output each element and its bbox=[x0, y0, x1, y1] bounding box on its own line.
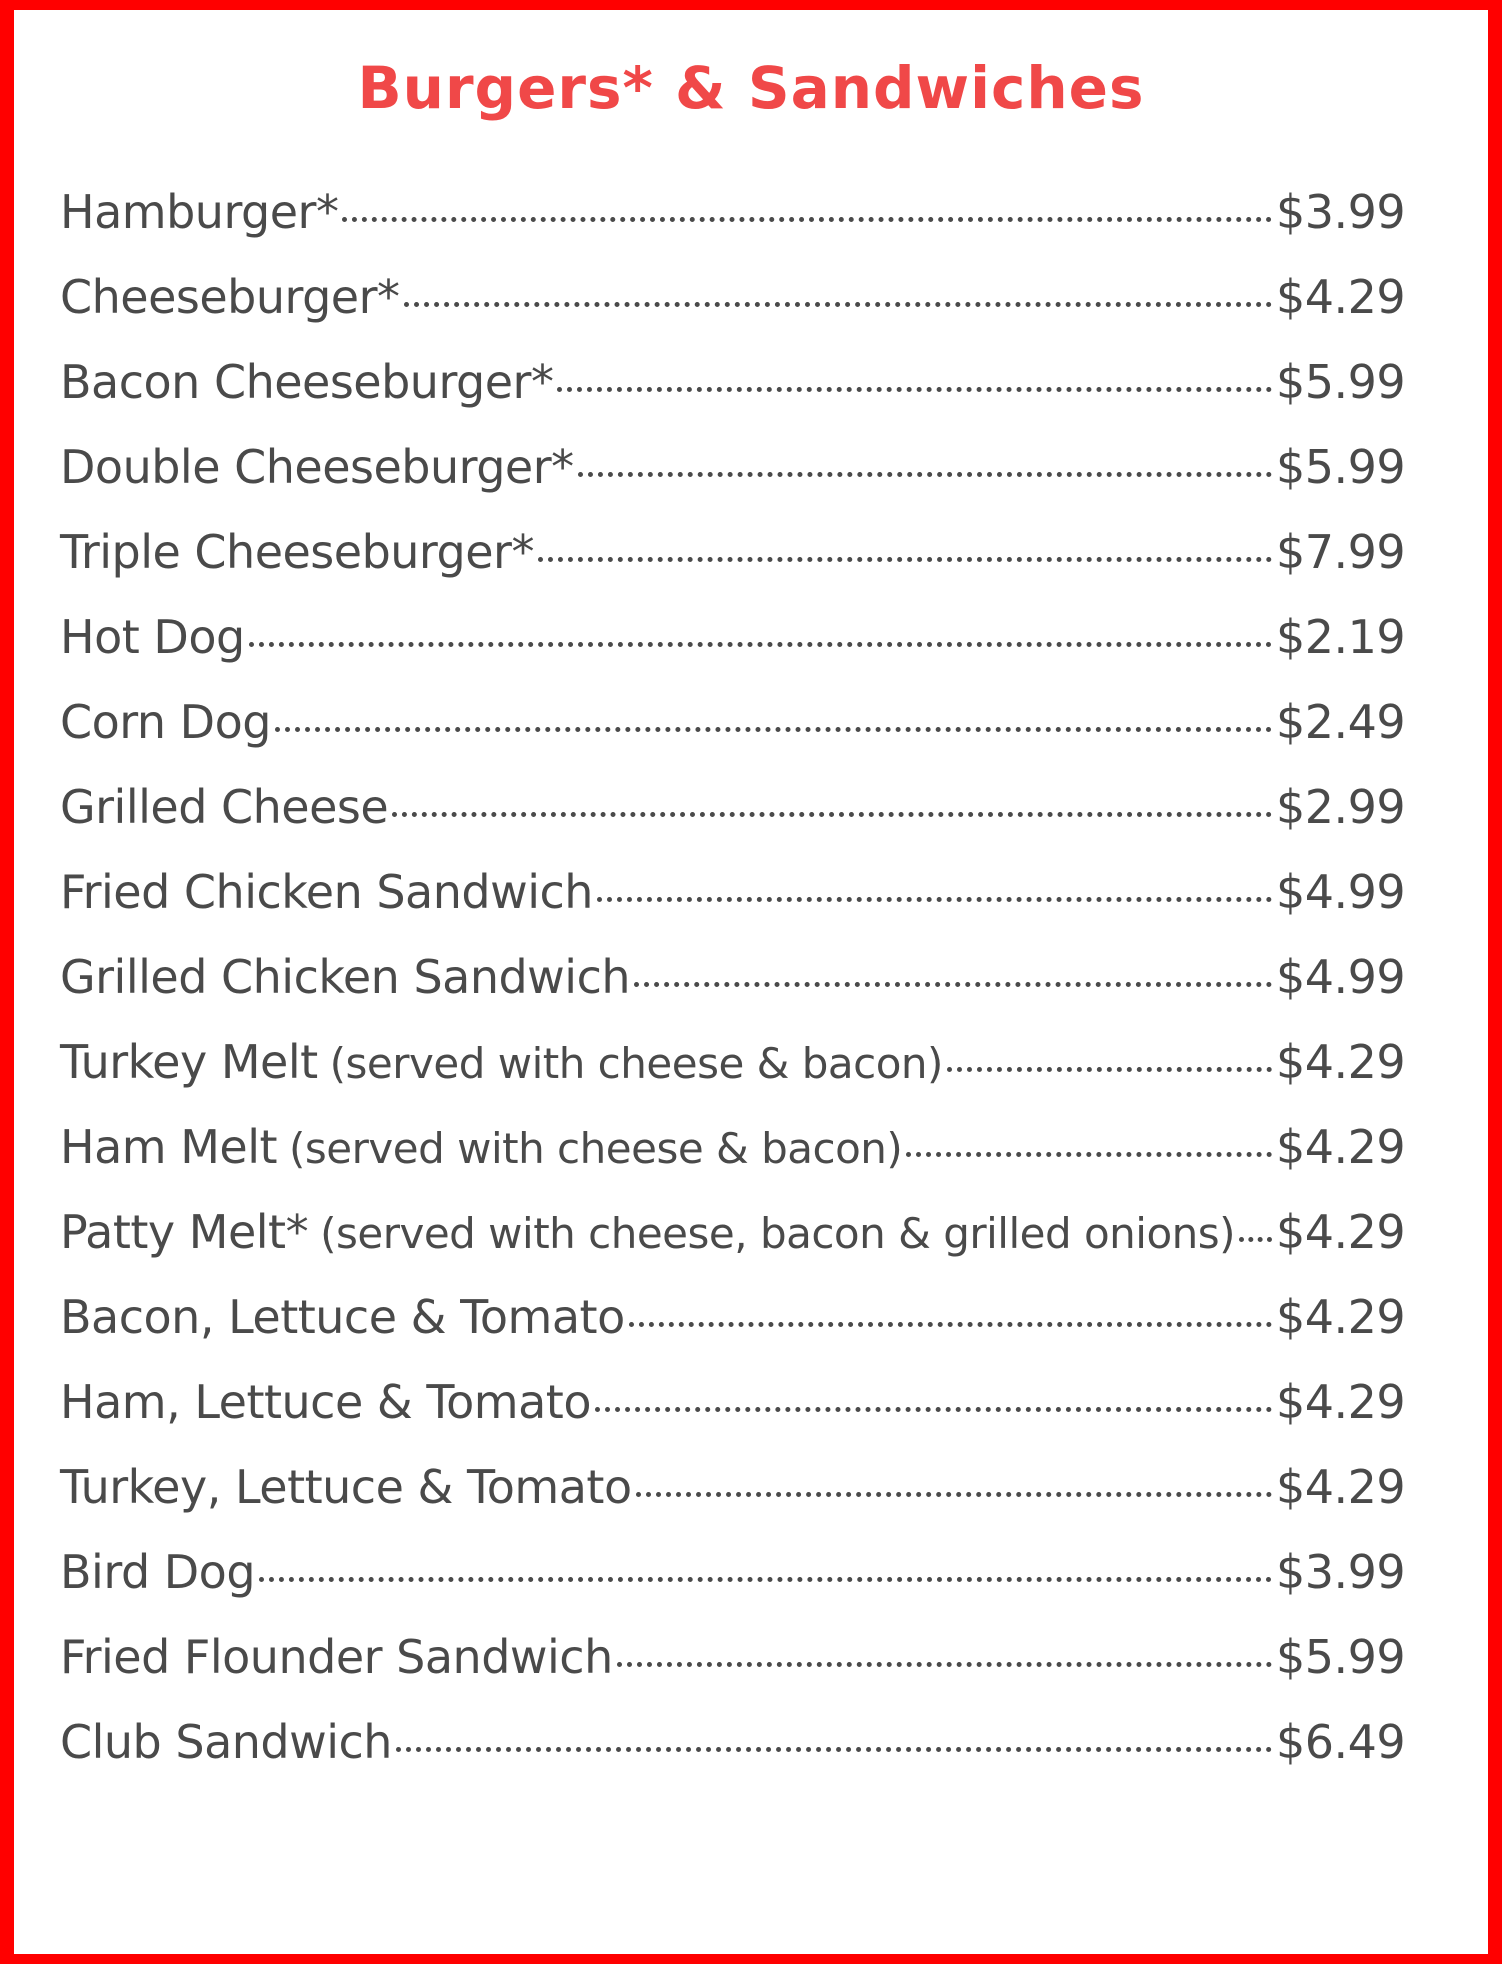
item-name: Grilled Chicken Sandwich bbox=[60, 950, 631, 1004]
menu-item bbox=[60, 1290, 1406, 1375]
menu-item bbox=[60, 1460, 1406, 1545]
menu-item bbox=[60, 1545, 1406, 1630]
item-name: Hot Dog bbox=[60, 610, 245, 664]
item-name: Bird Dog bbox=[60, 1545, 256, 1599]
item-price: $2.49 bbox=[1276, 695, 1406, 749]
item-price: $4.29 bbox=[1276, 1290, 1406, 1344]
item-name: Triple Cheeseburger* bbox=[60, 525, 534, 579]
item-name: Double Cheeseburger* bbox=[60, 440, 574, 494]
item-note: (served with cheese & bacon) bbox=[289, 1124, 903, 1173]
item-name: Fried Flounder Sandwich bbox=[60, 1630, 613, 1684]
dot-leader bbox=[947, 1067, 1272, 1072]
menu-item bbox=[60, 525, 1406, 610]
menu-item bbox=[60, 270, 1406, 355]
item-name: Patty Melt* bbox=[60, 1205, 309, 1259]
dot-leader bbox=[1239, 1237, 1272, 1242]
dot-leader bbox=[617, 1662, 1272, 1667]
dot-leader bbox=[392, 812, 1272, 817]
item-price: $6.49 bbox=[1276, 1715, 1406, 1769]
dot-leader bbox=[597, 897, 1272, 902]
item-price: $4.29 bbox=[1276, 1120, 1406, 1174]
item-price: $5.99 bbox=[1276, 440, 1406, 494]
item-name: Ham, Lettuce & Tomato bbox=[60, 1375, 591, 1429]
item-name: Hamburger* bbox=[60, 185, 339, 239]
item-name: Bacon, Lettuce & Tomato bbox=[60, 1290, 625, 1344]
dot-leader bbox=[634, 982, 1272, 987]
menu-item bbox=[60, 780, 1406, 865]
item-name: Ham Melt bbox=[60, 1120, 278, 1174]
item-price: $4.29 bbox=[1276, 1205, 1406, 1259]
item-name: Club Sandwich bbox=[60, 1715, 392, 1769]
menu-item bbox=[60, 950, 1406, 1035]
dot-leader bbox=[636, 1492, 1272, 1497]
menu-item bbox=[60, 610, 1406, 695]
item-name: Turkey, Lettuce & Tomato bbox=[60, 1460, 632, 1514]
dot-leader bbox=[342, 217, 1272, 222]
menu-page bbox=[14, 10, 1488, 1954]
dot-leader bbox=[249, 642, 1272, 647]
menu-item bbox=[60, 440, 1406, 525]
item-price: $4.99 bbox=[1276, 865, 1406, 919]
menu-item bbox=[60, 865, 1406, 950]
menu-item bbox=[60, 185, 1406, 270]
item-price: $3.99 bbox=[1276, 1545, 1406, 1599]
item-name: Fried Chicken Sandwich bbox=[60, 865, 593, 919]
menu-item bbox=[60, 1715, 1406, 1800]
item-name: Corn Dog bbox=[60, 695, 271, 749]
item-price: $2.99 bbox=[1276, 780, 1406, 834]
item-price: $2.19 bbox=[1276, 610, 1406, 664]
dot-leader bbox=[404, 302, 1272, 307]
dot-leader bbox=[629, 1322, 1272, 1327]
item-price: $5.99 bbox=[1276, 1630, 1406, 1684]
menu-item bbox=[60, 355, 1406, 440]
menu-title: Burgers* & Sandwiches bbox=[357, 54, 1145, 122]
item-price: $3.99 bbox=[1276, 185, 1406, 239]
item-note: (served with cheese & bacon) bbox=[329, 1039, 943, 1088]
item-price: $4.99 bbox=[1276, 950, 1406, 1004]
item-name: Bacon Cheeseburger* bbox=[60, 355, 554, 409]
item-price: $4.29 bbox=[1276, 1035, 1406, 1089]
menu-item bbox=[60, 1120, 1406, 1205]
item-price: $4.29 bbox=[1276, 1460, 1406, 1514]
dot-leader bbox=[557, 387, 1272, 392]
menu-item bbox=[60, 1035, 1406, 1120]
dot-leader bbox=[578, 472, 1272, 477]
item-price: $4.29 bbox=[1276, 1375, 1406, 1429]
dot-leader bbox=[275, 727, 1272, 732]
item-name: Grilled Cheese bbox=[60, 780, 389, 834]
item-name: Turkey Melt bbox=[60, 1035, 318, 1089]
item-price: $7.99 bbox=[1276, 525, 1406, 579]
menu-item bbox=[60, 1375, 1406, 1460]
menu-item bbox=[60, 1205, 1406, 1290]
item-note: (served with cheese, bacon & grilled onions) bbox=[320, 1209, 1236, 1258]
dot-leader bbox=[538, 557, 1272, 562]
dot-leader bbox=[259, 1577, 1272, 1582]
dot-leader bbox=[906, 1152, 1272, 1157]
item-price: $5.99 bbox=[1276, 355, 1406, 409]
menu-item bbox=[60, 1630, 1406, 1715]
dot-leader bbox=[396, 1747, 1272, 1752]
item-price: $4.29 bbox=[1276, 270, 1406, 324]
item-name: Cheeseburger* bbox=[60, 270, 400, 324]
menu-item bbox=[60, 695, 1406, 780]
menu-list bbox=[60, 185, 1406, 1800]
dot-leader bbox=[595, 1407, 1272, 1412]
